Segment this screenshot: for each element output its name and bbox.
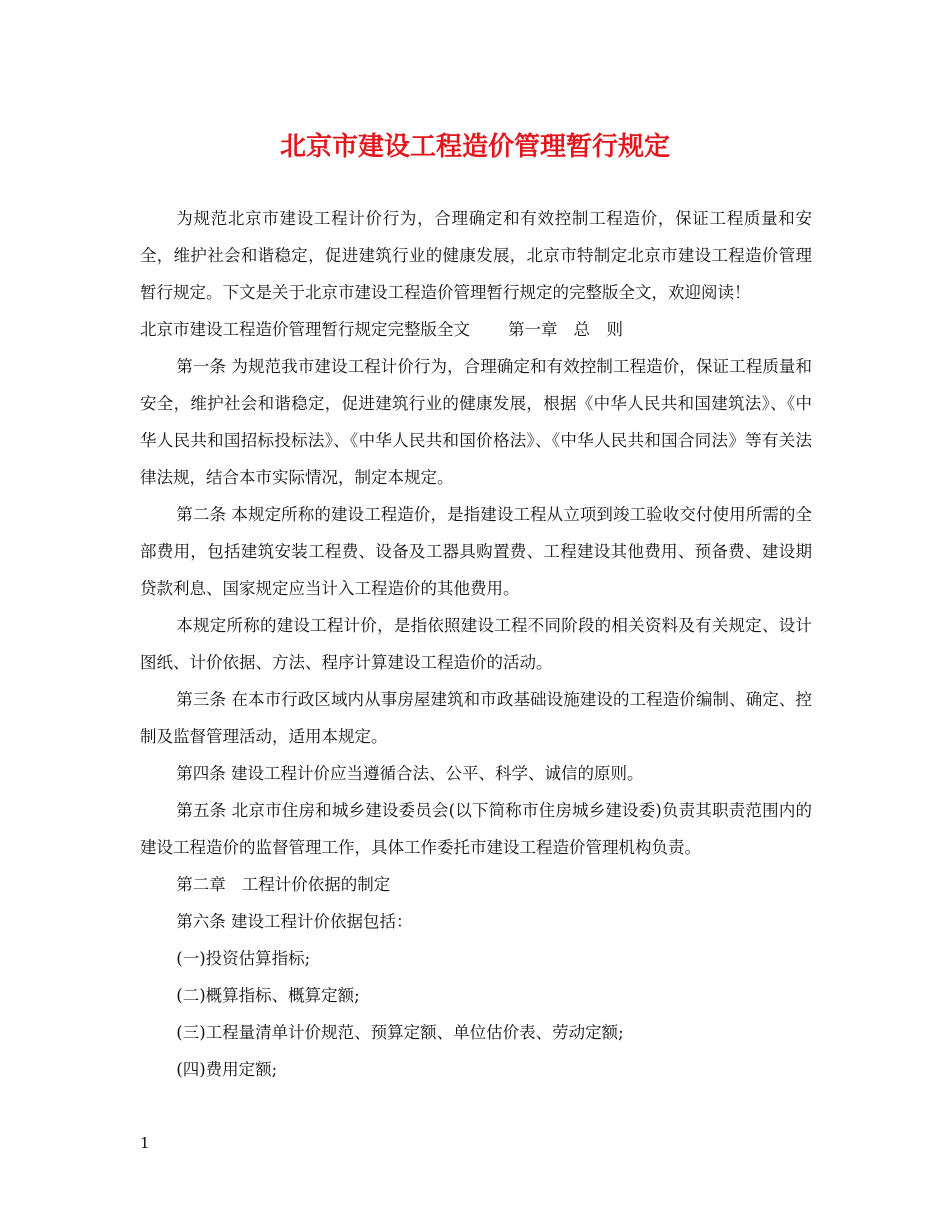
list-item: (一)投资估算指标; — [176, 949, 311, 968]
heading-line — [140, 311, 812, 348]
intro-paragraph: 为规范北京市建设工程计价行为，合理确定和有效控制工程造价，保证工程质量和安全，维护社会和谐稳定，促进建筑行业的健康发展，北京市特制定北京市建设工程造价管理暂行规定。下文是关于北京市建设工程造价管理暂行规定的完整版全文，欢迎阅读！ — [140, 209, 812, 302]
chapter-2-heading — [140, 866, 812, 903]
list-item: (三)工程量清单计价规范、预算定额、单位估价表、劳动定额; — [176, 1023, 624, 1042]
article-1: 第一条 为规范我市建设工程计价行为，合理确定和有效控制工程造价，保证工程质量和安全，维护社会和谐稳定，促进建筑行业的健康发展，根据《中华人民共和国建筑法》、《中华人民共和国招标投标法》、《中华人民共和国价格法》、《中华人民共和国合同法》等有关法律法规，结合本市实际情况，制定本规定。 — [140, 357, 812, 487]
article-2: 第二条 本规定所称的建设工程造价，是指建设工程从立项到竣工验收交付使用所需的全部费用，包括建筑安装工程费、设备及工器具购置费、工程建设其他费用、预备费、建设期贷款利息、国家规定应当计入工程造价的其他费用。 — [140, 505, 812, 598]
list-item: (四)费用定额; — [176, 1060, 278, 1079]
article-5: 第五条 北京市住房和城乡建设委员会(以下简称市住房城乡建设委)负责其职责范围内的建设工程造价的监督管理工作，具体工作委托市建设工程造价管理机构负责。 — [140, 801, 812, 857]
chapter-1-label: 第一章 — [508, 320, 558, 339]
article-3: 第三条 在本市行政区域内从事房屋建筑和市政基础设施建设的工程造价编制、确定、控制及监督管理活动，适用本规定。 — [140, 690, 812, 746]
document-body — [140, 200, 812, 1088]
chapter-2-label: 第二章 — [176, 875, 226, 894]
list-item: (二)概算指标、概算定额; — [176, 986, 360, 1005]
article-4: 第四条 建设工程计价应当遵循合法、公平、科学、诚信的原则。 — [176, 764, 644, 783]
document-title: 北京市建设工程造价管理暂行规定 — [279, 132, 670, 162]
heading-doc-name: 北京市建设工程造价管理暂行规定完整版全文 — [140, 320, 470, 339]
article-2-definition: 本规定所称的建设工程计价，是指依照建设工程不同阶段的相关资料及有关规定、设计图纸、计价依据、方法、程序计算建设工程造价的活动。 — [140, 616, 812, 672]
chapter-2-title: 工程计价依据的制定 — [241, 875, 391, 894]
article-6: 第六条 建设工程计价依据包括： — [176, 912, 413, 931]
page-number: 1 — [140, 1134, 150, 1152]
chapter-1-title: 总 则 — [573, 320, 623, 339]
